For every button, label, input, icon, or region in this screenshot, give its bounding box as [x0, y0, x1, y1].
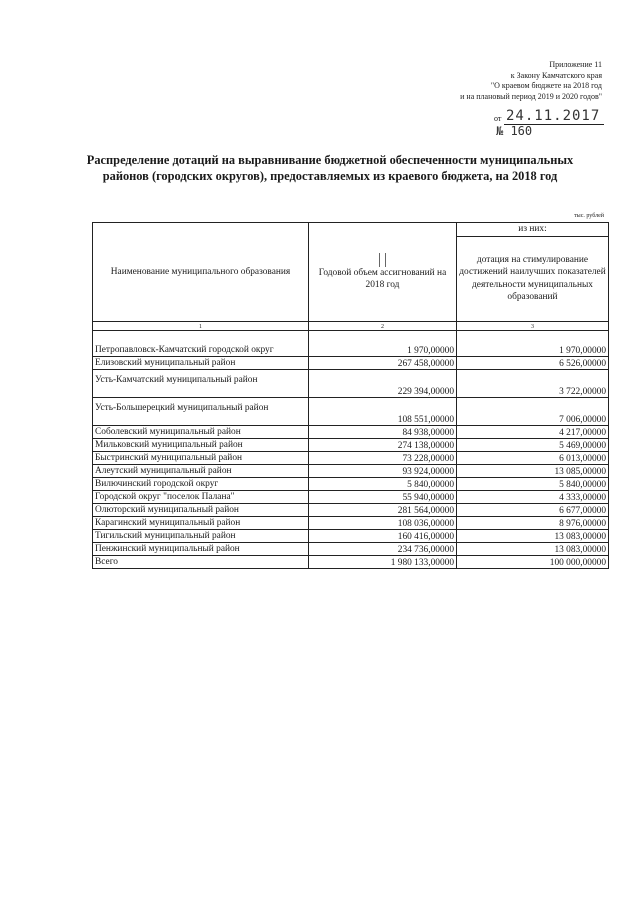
row-name [93, 370, 309, 398]
row-name: Елизовский муниципальный район [93, 357, 309, 370]
col-number-1: 1 [93, 322, 309, 331]
row-incentive: 6 013,00000 [457, 452, 609, 465]
row-total: 93 924,00000 [309, 465, 457, 478]
row-incentive: 13 083,00000 [457, 543, 609, 556]
row-incentive: 4 333,00000 [457, 491, 609, 504]
row-incentive: 3 722,00000 [457, 370, 609, 398]
appendix-number: Приложение 11 [549, 60, 602, 69]
header-annual-total-label: Годовой объем ассигнований на 2018 год [318, 267, 447, 290]
row-name: Мильковский муниципальный район [93, 439, 309, 452]
document-title: Распределение дотаций на выравнивание бюджетной обеспеченности муниципальных районов (городских округов), предоставляемых из краевого бюджета, на 2018 год [86, 153, 574, 183]
row-name: Олюторский муниципальный район [93, 504, 309, 517]
row-total: 55 940,00000 [309, 491, 457, 504]
date-prefix: от [494, 114, 502, 123]
row-total: 73 228,00000 [309, 452, 457, 465]
table-row [93, 517, 609, 530]
row-name: Быстринский муниципальный район [93, 452, 309, 465]
row-incentive: 13 085,00000 [457, 465, 609, 478]
col-number-3: 3 [457, 322, 609, 331]
law-date-stamp: 24.11.2017 [506, 108, 601, 124]
header-incentive-subsidy: дотация на стимулирование достижений наилучших показателей деятельности муниципальных образований [457, 236, 609, 322]
table-row [93, 543, 609, 556]
units-label: тыс. рублей [574, 213, 604, 219]
row-incentive: 4 217,00000 [457, 426, 609, 439]
table-row [93, 426, 609, 439]
law-number-stamp: № 160 [496, 124, 533, 138]
table-row [93, 465, 609, 478]
row-total: 274 138,00000 [309, 439, 457, 452]
row-name: Тигильский муниципальный район [93, 530, 309, 543]
table-row [93, 504, 609, 517]
row-total: 84 938,00000 [309, 426, 457, 439]
total-row [93, 556, 609, 569]
table-row [93, 357, 609, 370]
row-name-text: Усть-Камчатский муниципальный район [95, 375, 258, 385]
header-of-which: из них: [457, 223, 609, 237]
scan-mark [311, 253, 454, 267]
table-row [93, 452, 609, 465]
row-total: 281 564,00000 [309, 504, 457, 517]
header-annual-total [309, 223, 457, 322]
table-row [93, 478, 609, 491]
appendix-law-title: "О краевом бюджете на 2018 год [490, 81, 602, 90]
table-row [93, 439, 609, 452]
row-name: Алеутский муниципальный район [93, 465, 309, 478]
appendix-law-ref: к Закону Камчатского края [510, 70, 602, 80]
row-name: Карагинский муниципальный район [93, 517, 309, 530]
row-name-text: Усть-Большерецкий муниципальный район [95, 403, 269, 413]
row-total: 108 036,00000 [309, 517, 457, 530]
row-incentive: 13 083,00000 [457, 530, 609, 543]
row-name: Петропавловск-Камчатский городской округ [93, 331, 309, 357]
row-name: Городской округ "поселок Палана" [93, 491, 309, 504]
appendix-law-period: и на плановый период 2019 и 2020 годов" [460, 91, 602, 101]
row-incentive: 5 840,00000 [457, 478, 609, 491]
table-row [93, 398, 609, 426]
row-total: 229 394,00000 [309, 370, 457, 398]
row-total: 5 840,00000 [309, 478, 457, 491]
total-amount: 1 980 133,00000 [309, 556, 457, 569]
total-label: Всего [93, 556, 309, 569]
table-row [93, 331, 609, 357]
subsidy-table [92, 222, 609, 569]
row-total: 1 970,00000 [309, 331, 457, 357]
table-row [93, 491, 609, 504]
col-number-2: 2 [309, 322, 457, 331]
row-incentive: 1 970,00000 [457, 331, 609, 357]
column-number-row [93, 322, 609, 331]
header-row-1 [93, 223, 609, 237]
row-name: Пенжинский муниципальный район [93, 543, 309, 556]
row-incentive: 7 006,00000 [457, 398, 609, 426]
row-incentive: 6 526,00000 [457, 357, 609, 370]
row-incentive: 8 976,00000 [457, 517, 609, 530]
row-incentive: 6 677,00000 [457, 504, 609, 517]
appendix-header [342, 60, 602, 102]
row-name [93, 398, 309, 426]
total-incentive: 100 000,00000 [457, 556, 609, 569]
row-total: 234 736,00000 [309, 543, 457, 556]
row-total: 160 416,00000 [309, 530, 457, 543]
table-row [93, 530, 609, 543]
row-name: Вилючинский городской округ [93, 478, 309, 491]
row-incentive: 5 469,00000 [457, 439, 609, 452]
row-total: 267 458,00000 [309, 357, 457, 370]
table-row [93, 370, 609, 398]
row-name: Соболевский муниципальный район [93, 426, 309, 439]
header-municipality: Наименование муниципального образования [93, 223, 309, 322]
row-total: 108 551,00000 [309, 398, 457, 426]
